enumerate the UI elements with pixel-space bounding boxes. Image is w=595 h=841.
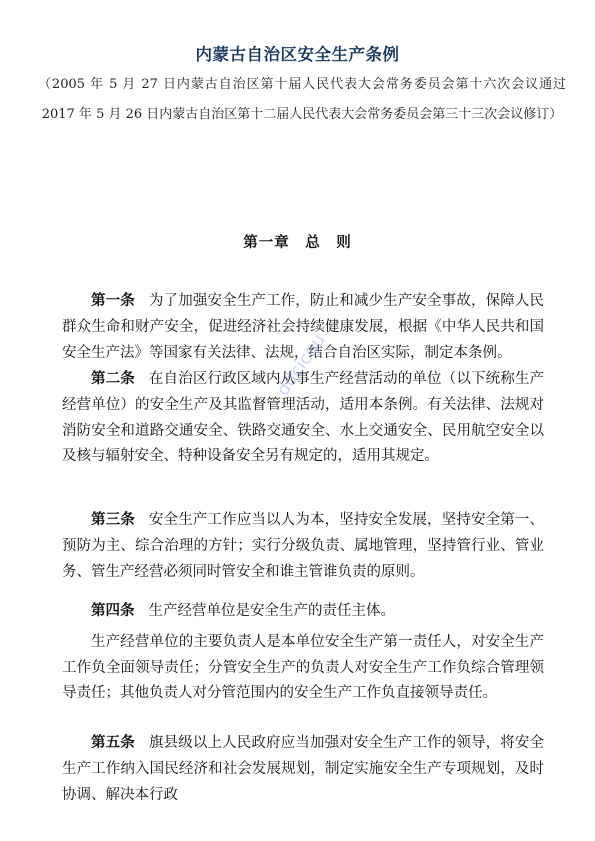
document-title: 内蒙古自治区安全生产条例 xyxy=(195,45,400,64)
article-label: 第四条 xyxy=(91,603,135,619)
document-subtitle: （2005 年 5 月 27 日内蒙古自治区第十届人民代表大会常务委员会第十六次会议通过 2017 年 5 月 26 日内蒙古自治区第十二届人民代表大会常务委员会第三十三次会议修订） xyxy=(38,77,580,122)
article-label: 第三条 xyxy=(91,512,135,528)
article-label: 第五条 xyxy=(91,735,135,751)
chapter-heading: 第一章 总 则 xyxy=(243,235,352,251)
article-text: 旗县级以上人民政府应当加强对安全生产工作的领导，将安全生产工作纳入国民经济和社会发展规划，制定实施安全生产专项规划，及时协调、解决本行政 xyxy=(62,735,545,803)
article-label: 第一条 xyxy=(91,293,135,309)
article-label: 第二条 xyxy=(91,371,135,387)
article-text: 在自治区行政区域内从事生产经营活动的单位（以下统称生产经营单位）的安全生产及其监督管理活动，适用本条例。有关法律、法规对消防安全和道路交通安全、铁路交通安全、水上交通安全、民用航空安全以及核与辐射安全、特种设备安全另有规定的，适用其规定。 xyxy=(62,371,545,465)
article-4 xyxy=(62,599,544,707)
article-text: 生产经营单位是安全生产的责任主体。 xyxy=(148,603,395,619)
article-3 xyxy=(62,508,544,585)
article-1 xyxy=(62,289,544,366)
article-2 xyxy=(62,367,544,470)
article-4-paragraph-2: 生产经营单位的主要负责人是本单位安全生产第一责任人，对安全生产工作负全面领导责任；分管安全生产的负责人对安全生产工作负综合管理领导责任；其他负责人对分管范围内的安全生产工作负直接领导责任。 xyxy=(62,633,544,702)
watermark: ddcicgu xyxy=(272,330,330,400)
article-5 xyxy=(62,731,544,808)
article-text: 安全生产工作应当以人为本，坚持安全发展，坚持安全第一、预防为主、综合治理的方针；实行分级负责、属地管理，坚持管行业、管业务、管生产经营必须同时管安全和谁主管谁负责的原则。 xyxy=(62,512,545,580)
article-text: 为了加强安全生产工作，防止和减少生产安全事故，保障人民群众生命和财产安全，促进经济社会持续健康发展，根据《中华人民共和国安全生产法》等国家有关法律、法规，结合自治区实际，制定本条例。 xyxy=(62,293,545,361)
